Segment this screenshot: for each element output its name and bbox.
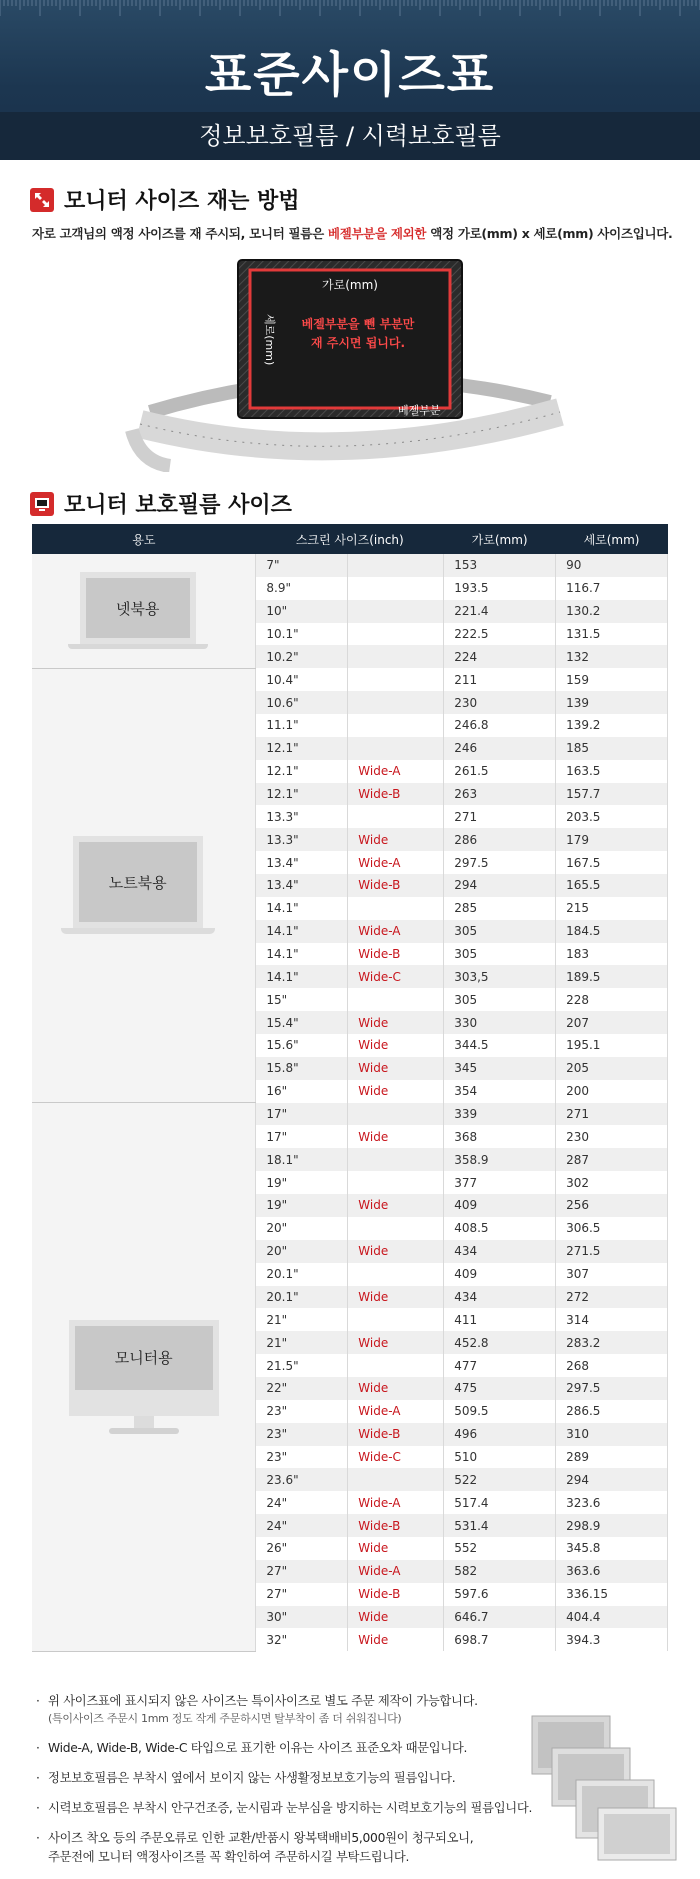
laptop-base [61, 928, 215, 934]
height-mm-cell: 139 [556, 691, 668, 714]
height-mm-cell: 90 [556, 554, 668, 577]
size-type-cell: Wide [348, 1057, 444, 1080]
height-mm-cell: 203.5 [556, 805, 668, 828]
size-type-cell [348, 577, 444, 600]
size-type-cell [348, 1217, 444, 1240]
size-inch-cell: 23.6" [256, 1468, 348, 1491]
size-type-cell: Wide [348, 1628, 444, 1651]
size-inch-cell: 7" [256, 554, 348, 577]
size-inch-cell: 13.4" [256, 874, 348, 897]
size-type-cell: Wide-A [348, 1400, 444, 1423]
monitor-device-icon [69, 1320, 219, 1434]
height-mm-cell: 132 [556, 645, 668, 668]
desc-text-2: 액정 가로(mm) x 세로(mm) 사이즈입니다. [426, 226, 673, 241]
height-mm-cell: 215 [556, 897, 668, 920]
size-type-cell [348, 897, 444, 920]
width-mm-cell: 452.8 [444, 1331, 556, 1354]
height-mm-cell: 310 [556, 1423, 668, 1446]
size-type-cell [348, 1468, 444, 1491]
width-mm-cell: 261.5 [444, 760, 556, 783]
width-mm-cell: 646.7 [444, 1606, 556, 1629]
table-row [32, 554, 668, 577]
desc-text-highlight: 베젤부분을 제외한 [327, 226, 427, 241]
size-inch-cell: 13.3" [256, 828, 348, 851]
note-item [36, 1692, 556, 1728]
size-inch-cell: 20" [256, 1240, 348, 1263]
size-inch-cell: 15" [256, 988, 348, 1011]
center-text-1: 베젤부분을 뺀 부분만 [301, 317, 415, 331]
height-mm-cell: 286.5 [556, 1400, 668, 1423]
size-inch-cell: 19" [256, 1171, 348, 1194]
height-mm-cell: 336.15 [556, 1583, 668, 1606]
size-inch-cell: 21" [256, 1308, 348, 1331]
height-mm-cell: 297.5 [556, 1377, 668, 1400]
size-inch-cell: 10.1" [256, 623, 348, 646]
size-table [32, 524, 668, 1652]
size-inch-cell: 24" [256, 1514, 348, 1537]
size-inch-cell: 15.8" [256, 1057, 348, 1080]
size-inch-cell: 14.1" [256, 965, 348, 988]
width-mm-cell: 339 [444, 1103, 556, 1126]
size-type-cell: Wide [348, 1537, 444, 1560]
usage-cell [32, 1103, 256, 1652]
monitor-icon [30, 492, 54, 516]
width-mm-cell: 354 [444, 1080, 556, 1103]
size-type-cell [348, 623, 444, 646]
width-mm-cell: 285 [444, 897, 556, 920]
width-mm-cell: 510 [444, 1446, 556, 1469]
height-mm-cell: 271.5 [556, 1240, 668, 1263]
laptop-device-icon [80, 572, 208, 649]
size-type-cell: Wide-B [348, 874, 444, 897]
width-mm-cell: 263 [444, 783, 556, 806]
width-mm-cell: 409 [444, 1194, 556, 1217]
size-inch-cell: 10.4" [256, 668, 348, 691]
measure-section-title [30, 184, 300, 215]
width-mm-cell: 698.7 [444, 1628, 556, 1651]
height-mm-cell: 207 [556, 1011, 668, 1034]
size-inch-cell: 18.1" [256, 1148, 348, 1171]
width-mm-cell: 475 [444, 1377, 556, 1400]
size-inch-cell: 23" [256, 1446, 348, 1469]
size-inch-cell: 16" [256, 1080, 348, 1103]
monitor-stand [134, 1416, 154, 1428]
height-mm-cell: 298.9 [556, 1514, 668, 1537]
size-type-cell: Wide-C [348, 965, 444, 988]
size-inch-cell: 30" [256, 1606, 348, 1629]
table-header-row [32, 524, 668, 554]
width-mm-cell: 222.5 [444, 623, 556, 646]
width-mm-cell: 344.5 [444, 1034, 556, 1057]
height-mm-cell: 268 [556, 1354, 668, 1377]
height-mm-cell: 283.2 [556, 1331, 668, 1354]
usage-cell [32, 554, 256, 668]
width-mm-cell: 305 [444, 920, 556, 943]
sizes-section-title [30, 488, 292, 519]
width-mm-cell: 368 [444, 1125, 556, 1148]
height-mm-cell: 345.8 [556, 1537, 668, 1560]
size-type-cell: Wide [348, 1286, 444, 1309]
width-mm-cell: 303,5 [444, 965, 556, 988]
size-type-cell: Wide-B [348, 1514, 444, 1537]
size-type-cell: Wide [348, 1331, 444, 1354]
size-type-cell: Wide-A [348, 760, 444, 783]
size-type-cell: Wide [348, 1606, 444, 1629]
size-type-cell [348, 1171, 444, 1194]
usage-label: 모니터용 [114, 1349, 173, 1368]
width-mm-cell: 496 [444, 1423, 556, 1446]
width-mm-cell: 305 [444, 988, 556, 1011]
page-title: 표준사이즈표 [204, 47, 496, 103]
width-mm-cell: 271 [444, 805, 556, 828]
size-type-cell: Wide-A [348, 851, 444, 874]
sizes-title-text: 모니터 보호필름 사이즈 [64, 493, 292, 518]
size-inch-cell: 24" [256, 1491, 348, 1514]
size-type-cell: Wide-B [348, 783, 444, 806]
height-mm-cell: 200 [556, 1080, 668, 1103]
size-inch-cell: 14.1" [256, 943, 348, 966]
note-subtext: (특이사이즈 주문시 1mm 정도 작게 주문하시면 탈부착이 좀 더 쉬워집니다) [48, 1712, 402, 1725]
size-inch-cell: 27" [256, 1560, 348, 1583]
width-mm-cell: 230 [444, 691, 556, 714]
width-mm-cell: 434 [444, 1240, 556, 1263]
width-mm-cell: 211 [444, 668, 556, 691]
width-mm-cell: 246 [444, 737, 556, 760]
height-mm-cell: 184.5 [556, 920, 668, 943]
size-inch-cell: 27" [256, 1583, 348, 1606]
height-mm-cell: 302 [556, 1171, 668, 1194]
notes-list [36, 1692, 556, 1878]
height-mm-cell: 230 [556, 1125, 668, 1148]
height-mm-cell: 163.5 [556, 760, 668, 783]
laptop-base [68, 644, 208, 649]
note-item [36, 1739, 556, 1758]
size-type-cell: Wide-B [348, 943, 444, 966]
size-inch-cell: 13.3" [256, 805, 348, 828]
size-type-cell: Wide-B [348, 1583, 444, 1606]
size-inch-cell: 19" [256, 1194, 348, 1217]
size-inch-cell: 21" [256, 1331, 348, 1354]
size-inch-cell: 22" [256, 1377, 348, 1400]
header-usage: 용도 [32, 524, 256, 554]
height-mm-cell: 287 [556, 1148, 668, 1171]
width-mm-cell: 224 [444, 645, 556, 668]
film-stack-illustration [528, 1712, 678, 1862]
height-mm-cell: 139.2 [556, 714, 668, 737]
width-mm-cell: 409 [444, 1263, 556, 1286]
width-mm-cell: 517.4 [444, 1491, 556, 1514]
width-mm-cell: 153 [444, 554, 556, 577]
height-mm-cell: 306.5 [556, 1217, 668, 1240]
width-mm-cell: 408.5 [444, 1217, 556, 1240]
table-row [32, 668, 668, 691]
size-inch-cell: 17" [256, 1103, 348, 1126]
height-mm-cell: 131.5 [556, 623, 668, 646]
size-inch-cell: 32" [256, 1628, 348, 1651]
note-text: 주문전에 모니터 액정사이즈를 꼭 확인하여 주문하시길 부탁드립니다. [48, 1850, 410, 1864]
height-mm-cell: 167.5 [556, 851, 668, 874]
height-mm-cell: 185 [556, 737, 668, 760]
size-type-cell: Wide [348, 1080, 444, 1103]
width-mm-cell: 294 [444, 874, 556, 897]
size-type-cell [348, 988, 444, 1011]
width-mm-cell: 193.5 [444, 577, 556, 600]
width-mm-cell: 297.5 [444, 851, 556, 874]
usage-cell [32, 668, 256, 1102]
height-mm-cell: 256 [556, 1194, 668, 1217]
width-mm-cell: 522 [444, 1468, 556, 1491]
width-mm-cell: 531.4 [444, 1514, 556, 1537]
height-mm-cell: 307 [556, 1263, 668, 1286]
size-type-cell: Wide-A [348, 1560, 444, 1583]
size-inch-cell: 20.1" [256, 1286, 348, 1309]
size-type-cell: Wide [348, 1125, 444, 1148]
width-mm-cell: 286 [444, 828, 556, 851]
height-mm-cell: 404.4 [556, 1606, 668, 1629]
height-mm-cell: 314 [556, 1308, 668, 1331]
height-mm-cell: 183 [556, 943, 668, 966]
note-text: 사이즈 착오 등의 주문오류로 인한 교환/반품시 왕복택배비5,000원이 청구되오니, [48, 1831, 474, 1845]
height-mm-cell: 272 [556, 1286, 668, 1309]
size-type-cell [348, 600, 444, 623]
laptop-device-icon [73, 836, 215, 934]
width-mm-cell: 377 [444, 1171, 556, 1194]
monitor-foot [109, 1428, 179, 1434]
size-inch-cell: 12.1" [256, 783, 348, 806]
expand-arrows-icon [30, 188, 54, 212]
width-mm-cell: 305 [444, 943, 556, 966]
height-mm-cell: 289 [556, 1446, 668, 1469]
size-type-cell [348, 645, 444, 668]
size-type-cell [348, 554, 444, 577]
height-mm-cell: 294 [556, 1468, 668, 1491]
width-mm-cell: 552 [444, 1537, 556, 1560]
size-type-cell [348, 668, 444, 691]
size-inch-cell: 17" [256, 1125, 348, 1148]
height-mm-cell: 157.7 [556, 783, 668, 806]
size-inch-cell: 26" [256, 1537, 348, 1560]
size-inch-cell: 21.5" [256, 1354, 348, 1377]
size-inch-cell: 20.1" [256, 1263, 348, 1286]
note-item [36, 1829, 556, 1867]
ruler-decoration [0, 0, 700, 34]
note-item [36, 1799, 556, 1818]
size-inch-cell: 23" [256, 1400, 348, 1423]
size-type-cell: Wide-A [348, 1491, 444, 1514]
header-height: 세로(mm) [556, 524, 668, 554]
size-type-cell [348, 1148, 444, 1171]
table-row [32, 1103, 668, 1126]
size-inch-cell: 8.9" [256, 577, 348, 600]
monitor-measure-illustration [0, 252, 700, 472]
width-mm-cell: 597.6 [444, 1583, 556, 1606]
size-inch-cell: 23" [256, 1423, 348, 1446]
height-mm-cell: 228 [556, 988, 668, 1011]
page-subtitle: 정보보호필름 / 시력보호필름 [0, 112, 700, 160]
size-type-cell: Wide [348, 1034, 444, 1057]
usage-label: 노트북용 [108, 873, 167, 892]
size-inch-cell: 12.1" [256, 760, 348, 783]
height-mm-cell: 189.5 [556, 965, 668, 988]
size-type-cell [348, 737, 444, 760]
measure-description [32, 224, 682, 242]
size-inch-cell: 10.2" [256, 645, 348, 668]
width-mm-cell: 330 [444, 1011, 556, 1034]
width-mm-cell: 509.5 [444, 1400, 556, 1423]
height-mm-cell: 195.1 [556, 1034, 668, 1057]
size-inch-cell: 15.6" [256, 1034, 348, 1057]
height-mm-cell: 165.5 [556, 874, 668, 897]
size-inch-cell: 20" [256, 1217, 348, 1240]
measure-title-text: 모니터 사이즈 재는 방법 [64, 189, 300, 214]
size-inch-cell: 13.4" [256, 851, 348, 874]
size-type-cell: Wide [348, 1240, 444, 1263]
size-type-cell: Wide-C [348, 1446, 444, 1469]
width-mm-cell: 358.9 [444, 1148, 556, 1171]
note-text: 위 사이즈표에 표시되지 않은 사이즈는 특이사이즈로 별도 주문 제작이 가능합니다. [48, 1694, 478, 1708]
usage-label: 넷북용 [115, 599, 160, 618]
size-type-cell: Wide [348, 828, 444, 851]
size-inch-cell: 10.6" [256, 691, 348, 714]
height-mm-cell: 179 [556, 828, 668, 851]
size-type-cell [348, 1103, 444, 1126]
height-mm-cell: 323.6 [556, 1491, 668, 1514]
header-banner [0, 0, 700, 160]
header-screen-size: 스크린 사이즈(inch) [256, 524, 444, 554]
height-mm-cell: 205 [556, 1057, 668, 1080]
desc-text-1: 자로 고객님의 액정 사이즈를 재 주시되, 모니터 필름은 [32, 226, 328, 241]
height-mm-cell: 394.3 [556, 1628, 668, 1651]
center-text-2: 재 주시면 됩니다. [310, 336, 406, 350]
width-mm-cell: 411 [444, 1308, 556, 1331]
size-type-cell [348, 691, 444, 714]
header-width: 가로(mm) [444, 524, 556, 554]
size-type-cell [348, 714, 444, 737]
size-type-cell [348, 805, 444, 828]
note-text: Wide-A, Wide-B, Wide-C 타입으로 표기한 이유는 사이즈 표준오차 때문입니다. [48, 1741, 468, 1755]
note-item [36, 1769, 556, 1788]
size-type-cell [348, 1263, 444, 1286]
size-type-cell [348, 1354, 444, 1377]
size-type-cell: Wide-A [348, 920, 444, 943]
size-type-cell [348, 1308, 444, 1331]
bezel-label: 베젤부분 [398, 404, 441, 417]
height-mm-cell: 159 [556, 668, 668, 691]
height-label: 세로(mm) [263, 314, 276, 366]
width-mm-cell: 345 [444, 1057, 556, 1080]
size-type-cell: Wide-B [348, 1423, 444, 1446]
note-text: 정보보호필름은 부착시 옆에서 보이지 않는 사생활정보보호기능의 필름입니다. [48, 1771, 456, 1785]
size-type-cell: Wide [348, 1377, 444, 1400]
height-mm-cell: 116.7 [556, 577, 668, 600]
size-inch-cell: 14.1" [256, 920, 348, 943]
width-label: 가로(mm) [322, 278, 378, 292]
width-mm-cell: 221.4 [444, 600, 556, 623]
size-inch-cell: 14.1" [256, 897, 348, 920]
height-mm-cell: 363.6 [556, 1560, 668, 1583]
width-mm-cell: 477 [444, 1354, 556, 1377]
size-inch-cell: 10" [256, 600, 348, 623]
size-inch-cell: 11.1" [256, 714, 348, 737]
size-type-cell: Wide [348, 1194, 444, 1217]
note-text: 시력보호필름은 부착시 안구건조증, 눈시림과 눈부심을 방지하는 시력보호기능의 필름입니다. [48, 1801, 533, 1815]
height-mm-cell: 271 [556, 1103, 668, 1126]
table-body [32, 554, 668, 1651]
width-mm-cell: 582 [444, 1560, 556, 1583]
size-inch-cell: 15.4" [256, 1011, 348, 1034]
height-mm-cell: 130.2 [556, 600, 668, 623]
width-mm-cell: 434 [444, 1286, 556, 1309]
size-type-cell: Wide [348, 1011, 444, 1034]
size-inch-cell: 12.1" [256, 737, 348, 760]
width-mm-cell: 246.8 [444, 714, 556, 737]
